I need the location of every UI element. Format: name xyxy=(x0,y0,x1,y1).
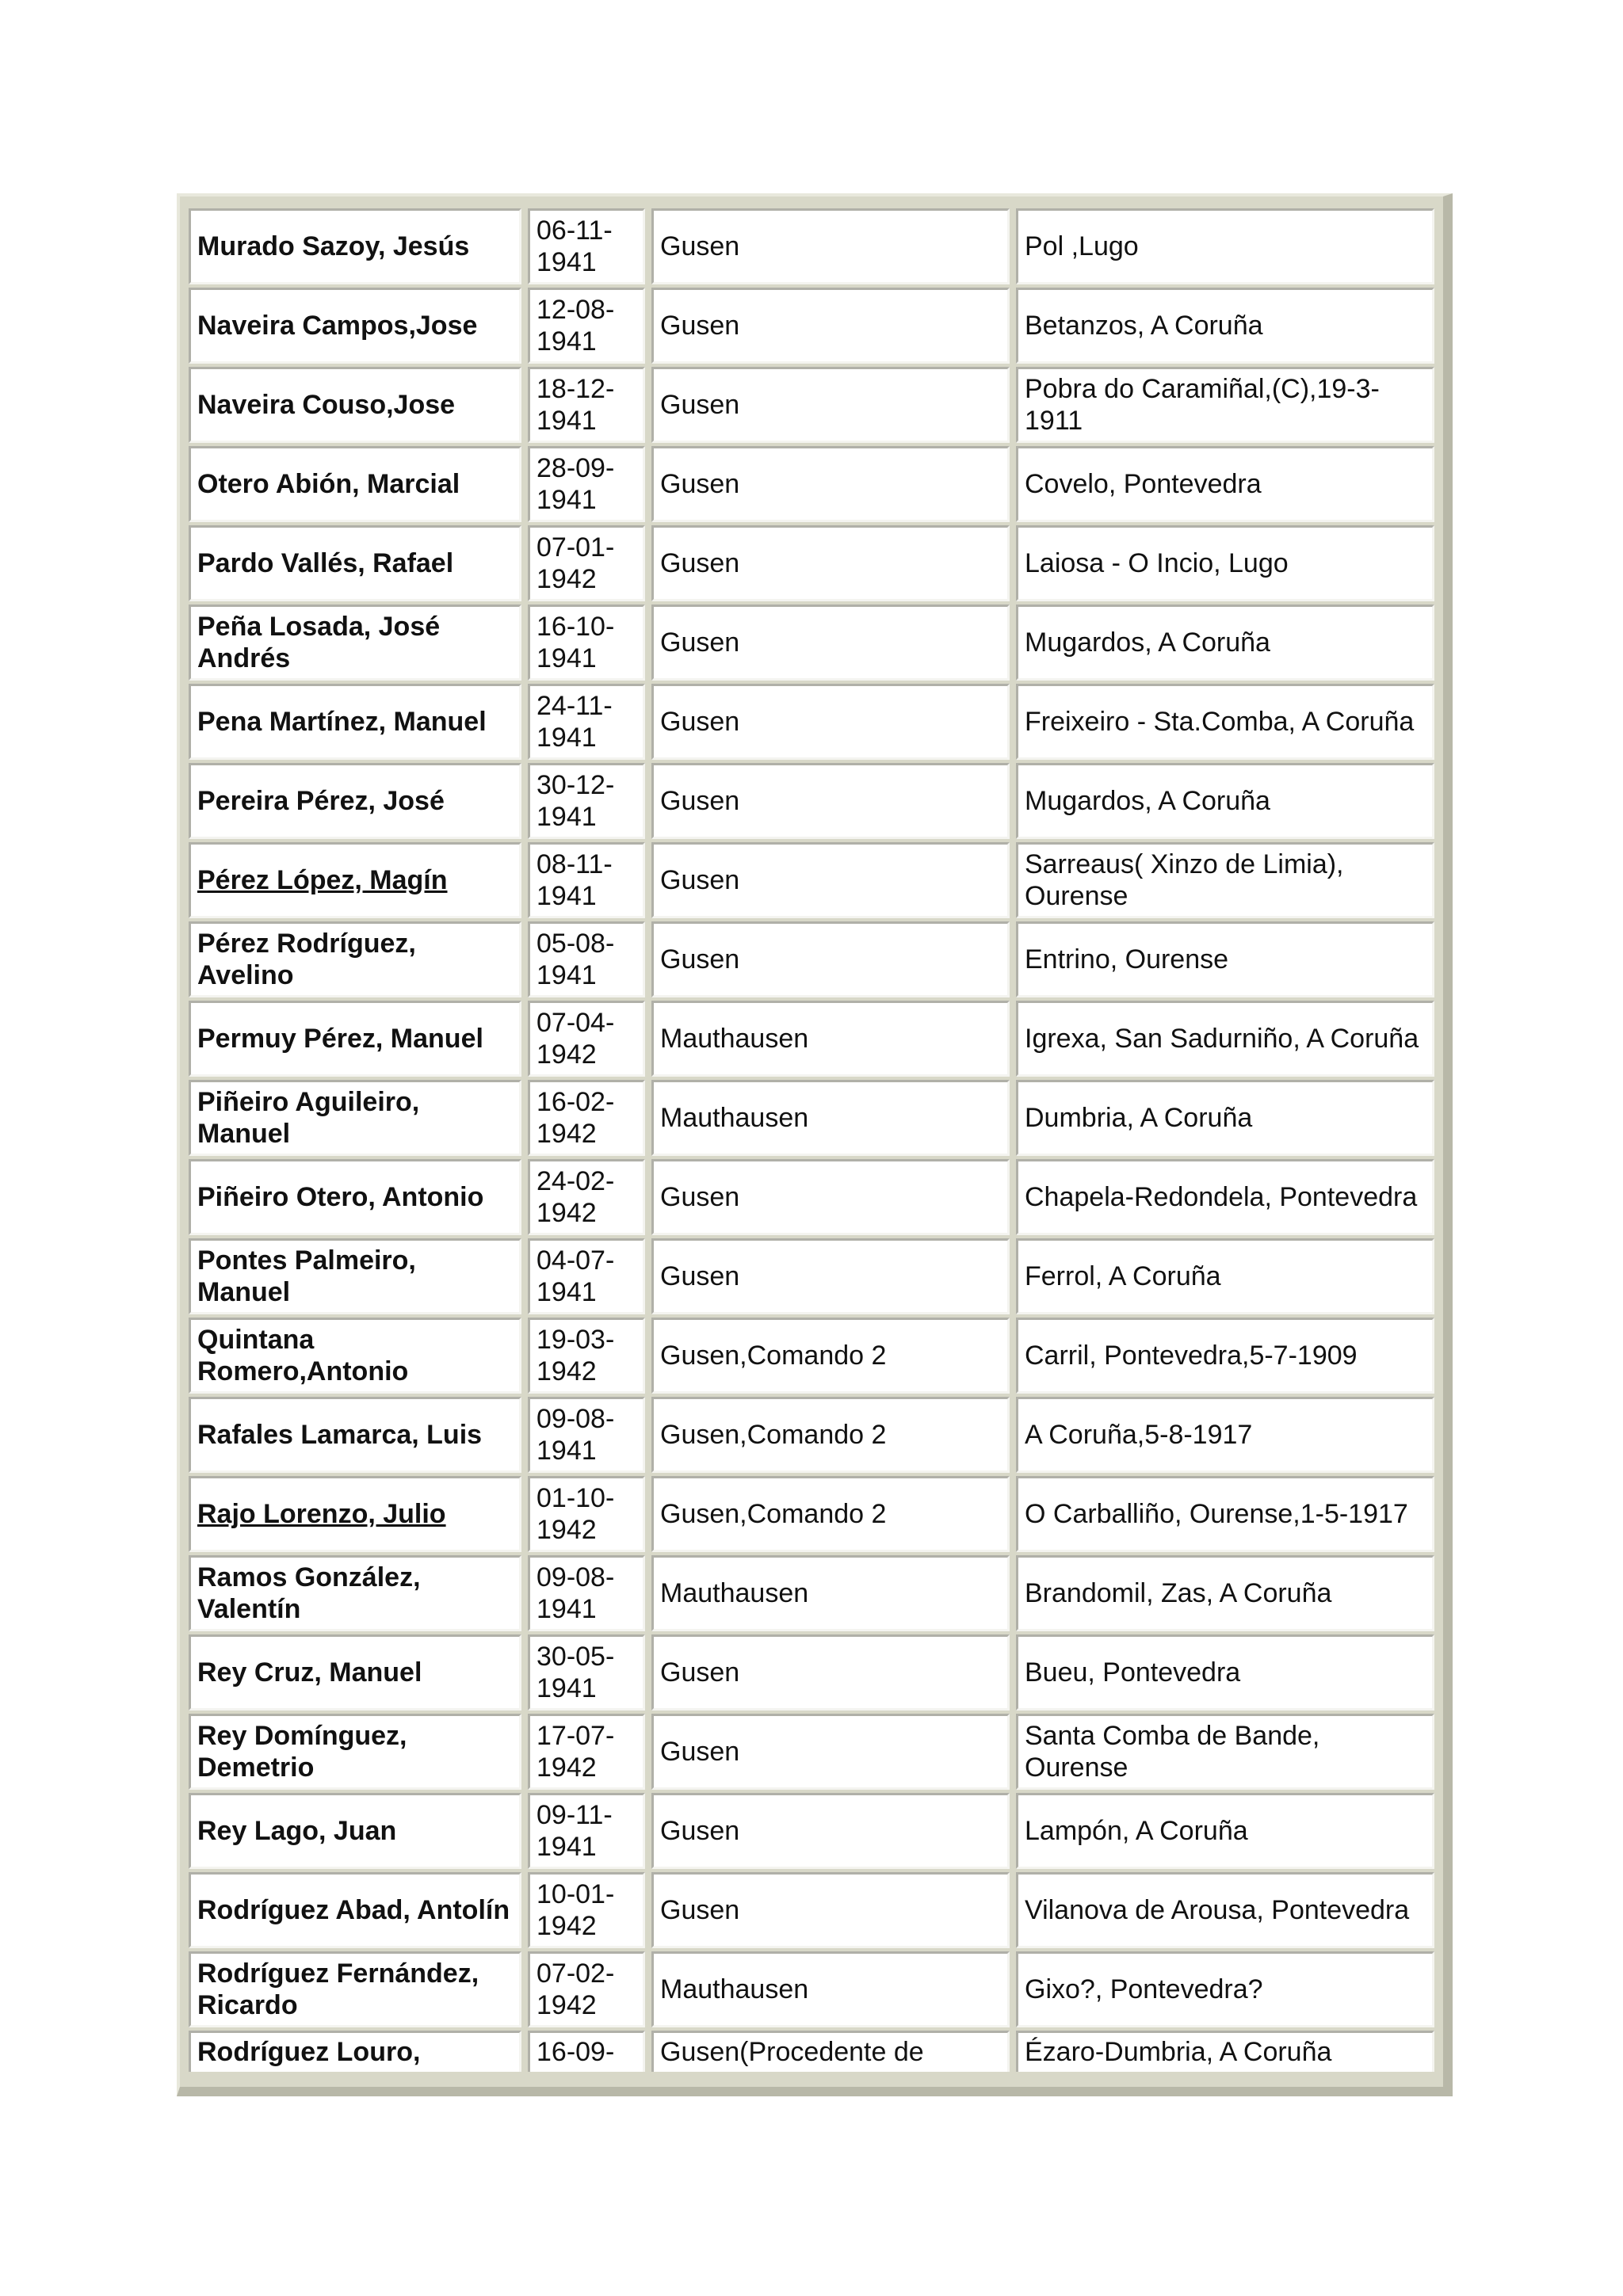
camp-cell xyxy=(651,1318,1010,1394)
date-cell-text: 24-02- 1942 xyxy=(537,1166,615,1228)
place-cell xyxy=(1016,921,1434,997)
camp-cell-text: Gusen xyxy=(660,944,740,974)
table-row xyxy=(185,1236,1445,1315)
date-cell-text: 19-03- 1942 xyxy=(537,1325,615,1386)
table-row xyxy=(185,998,1445,1077)
place-cell-text: Betanzos, A Coruña xyxy=(1025,311,1263,341)
place-cell xyxy=(1016,1555,1434,1631)
place-cell xyxy=(1016,1793,1434,1869)
place-cell xyxy=(1016,2031,1434,2072)
name-cell xyxy=(189,2031,521,2072)
name-cell-text: Rey Lago, Juan xyxy=(197,1816,397,1846)
table-row xyxy=(185,1474,1445,1553)
date-cell-text: 04-07- 1941 xyxy=(537,1245,615,1307)
camp-cell xyxy=(651,1159,1010,1235)
camp-cell xyxy=(651,684,1010,760)
date-cell-text: 09-08- 1941 xyxy=(537,1562,615,1624)
date-cell-text: 30-12- 1941 xyxy=(537,770,615,832)
name-cell-text: Otero Abión, Marcial xyxy=(197,469,460,499)
table-row xyxy=(185,1632,1445,1711)
camp-cell-text: Gusen xyxy=(660,1182,740,1212)
name-cell-text: Pontes Palmeiro, Manuel xyxy=(197,1245,416,1307)
camp-cell xyxy=(651,921,1010,997)
date-cell xyxy=(528,1159,645,1235)
name-cell-text: Ramos González, Valentín xyxy=(197,1562,421,1624)
date-cell xyxy=(528,1238,645,1314)
camp-cell-text: Mauthausen xyxy=(660,1103,809,1133)
place-cell-text: Mugardos, A Coruña xyxy=(1025,786,1270,816)
name-cell-text: Pérez Rodríguez, Avelino xyxy=(197,929,416,990)
camp-cell-text: Gusen xyxy=(660,231,740,261)
date-cell xyxy=(528,1872,645,1948)
name-cell xyxy=(189,1080,521,1156)
place-cell-text: Mugardos, A Coruña xyxy=(1025,627,1270,658)
name-cell xyxy=(189,1555,521,1631)
camp-cell xyxy=(651,288,1010,364)
place-cell xyxy=(1016,1397,1434,1473)
camp-cell xyxy=(651,367,1010,443)
name-cell xyxy=(189,1238,521,1314)
date-cell-text: 24-11- 1941 xyxy=(537,691,613,753)
name-cell-text: Naveira Campos,Jose xyxy=(197,311,478,341)
camp-cell-text: Gusen,Comando 2 xyxy=(660,1420,887,1450)
place-cell-text: A Coruña,5-8-1917 xyxy=(1025,1420,1253,1450)
table-row xyxy=(185,523,1445,602)
date-cell xyxy=(528,605,645,681)
name-cell xyxy=(189,1318,521,1394)
camp-cell-text: Gusen xyxy=(660,1895,740,1925)
date-cell-text: 06-11- 1941 xyxy=(537,215,613,277)
date-cell-text: 09-08- 1941 xyxy=(537,1404,615,1466)
place-cell-text: Laiosa - O Incio, Lugo xyxy=(1025,548,1289,578)
name-cell xyxy=(189,684,521,760)
table-row xyxy=(185,840,1445,919)
date-cell xyxy=(528,208,645,284)
camp-cell-text: Gusen xyxy=(660,1261,740,1291)
place-cell xyxy=(1016,1476,1434,1552)
date-cell xyxy=(528,921,645,997)
place-cell xyxy=(1016,1318,1434,1394)
name-cell-text: Rey Cruz, Manuel xyxy=(197,1657,422,1688)
place-cell-text: Chapela-Redondela, Pontevedra xyxy=(1025,1182,1418,1212)
date-cell-text: 07-02- 1942 xyxy=(537,1958,615,2020)
date-cell xyxy=(528,684,645,760)
date-cell xyxy=(528,1951,645,2027)
camp-cell xyxy=(651,1872,1010,1948)
place-cell xyxy=(1016,1001,1434,1077)
date-cell xyxy=(528,1001,645,1077)
date-cell xyxy=(528,1793,645,1869)
place-cell-text: O Carballiño, Ourense,1-5-1917 xyxy=(1025,1499,1408,1529)
name-cell xyxy=(189,1634,521,1711)
date-cell xyxy=(528,367,645,443)
date-cell xyxy=(528,446,645,522)
camp-cell-text: Gusen xyxy=(660,627,740,658)
camp-cell xyxy=(651,1397,1010,1473)
camp-cell xyxy=(651,1238,1010,1314)
date-cell-text: 01-10- 1942 xyxy=(537,1483,615,1545)
date-cell-text: 07-01- 1942 xyxy=(537,532,615,594)
place-cell-text: Pol ,Lugo xyxy=(1025,231,1139,261)
name-cell-text: Permuy Pérez, Manuel xyxy=(197,1024,483,1054)
place-cell xyxy=(1016,1238,1434,1314)
place-cell xyxy=(1016,288,1434,364)
name-cell xyxy=(189,763,521,839)
camp-cell xyxy=(651,1001,1010,1077)
name-cell-text: Rodríguez Abad, Antolín xyxy=(197,1895,510,1925)
name-cell-text: Rey Domínguez, Demetrio xyxy=(197,1721,407,1783)
date-cell xyxy=(528,525,645,601)
place-cell xyxy=(1016,1159,1434,1235)
camp-cell-text: Gusen xyxy=(660,1657,740,1688)
name-cell-text: Pardo Vallés, Rafael xyxy=(197,548,454,578)
date-cell-text: 16-10- 1941 xyxy=(537,612,615,673)
name-cell-text: Naveira Couso,Jose xyxy=(197,390,456,420)
date-cell xyxy=(528,1397,645,1473)
date-cell xyxy=(528,1080,645,1156)
date-cell xyxy=(528,1555,645,1631)
person-link[interactable]: Rajo Lorenzo, Julio xyxy=(197,1499,446,1529)
camp-cell-text: Gusen,Comando 2 xyxy=(660,1341,887,1371)
place-cell-text: Brandomil, Zas, A Coruña xyxy=(1025,1578,1332,1608)
place-cell-text: Igrexa, San Sadurniño, A Coruña xyxy=(1025,1024,1419,1054)
place-cell-text: Vilanova de Arousa, Pontevedra xyxy=(1025,1895,1410,1925)
deportees-table xyxy=(185,206,1445,2073)
camp-cell xyxy=(651,763,1010,839)
name-cell xyxy=(189,605,521,681)
place-cell xyxy=(1016,1951,1434,2027)
table-row xyxy=(185,1553,1445,1632)
name-cell-text: Quintana Romero,Antonio xyxy=(197,1325,409,1386)
date-cell-text: 17-07- 1942 xyxy=(537,1721,615,1783)
camp-cell xyxy=(651,208,1010,284)
name-cell xyxy=(189,1872,521,1948)
camp-cell xyxy=(651,1080,1010,1156)
table-row xyxy=(185,364,1445,444)
name-cell xyxy=(189,367,521,443)
camp-cell-text: Gusen xyxy=(660,786,740,816)
table-row xyxy=(185,1394,1445,1474)
table-row xyxy=(185,602,1445,681)
name-cell xyxy=(189,1397,521,1473)
table-row xyxy=(185,444,1445,523)
camp-cell xyxy=(651,446,1010,522)
camp-cell-text: Gusen,Comando 2 xyxy=(660,1499,887,1529)
table-row xyxy=(185,1791,1445,1870)
table-row xyxy=(185,1949,1445,2028)
table-row xyxy=(185,1315,1445,1394)
date-cell xyxy=(528,842,645,918)
place-cell-text: Carril, Pontevedra,5-7-1909 xyxy=(1025,1341,1358,1371)
name-cell-text: Peña Losada, José Andrés xyxy=(197,612,441,673)
place-cell-text: Ferrol, A Coruña xyxy=(1025,1261,1221,1291)
date-cell-text: 16-09- xyxy=(537,2037,615,2067)
place-cell-text: Santa Comba de Bande, Ourense xyxy=(1025,1721,1320,1783)
camp-cell-text: Gusen xyxy=(660,1816,740,1846)
camp-cell xyxy=(651,1555,1010,1631)
place-cell xyxy=(1016,605,1434,681)
name-cell xyxy=(189,921,521,997)
place-cell-text: Ézaro-Dumbria, A Coruña xyxy=(1025,2037,1332,2067)
camp-cell-text: Gusen xyxy=(660,865,740,895)
place-cell xyxy=(1016,1872,1434,1948)
camp-cell-text: Gusen xyxy=(660,548,740,578)
table-row xyxy=(185,1157,1445,1236)
camp-cell-text: Mauthausen xyxy=(660,1578,809,1608)
place-cell-text: Pobra do Caramiñal,(C),19-3- 1911 xyxy=(1025,374,1380,436)
camp-cell xyxy=(651,605,1010,681)
date-cell-text: 18-12- 1941 xyxy=(537,374,615,436)
date-cell-text: 08-11- 1941 xyxy=(537,849,613,911)
date-cell xyxy=(528,1714,645,1790)
date-cell xyxy=(528,1634,645,1711)
camp-cell-text: Gusen xyxy=(660,390,740,420)
table-row xyxy=(185,919,1445,998)
name-cell xyxy=(189,446,521,522)
camp-cell-text: Gusen xyxy=(660,469,740,499)
camp-cell-text: Gusen xyxy=(660,311,740,341)
camp-cell-text: Gusen xyxy=(660,707,740,737)
date-cell-text: 09-11- 1941 xyxy=(537,1800,613,1862)
name-cell xyxy=(189,288,521,364)
place-cell xyxy=(1016,763,1434,839)
name-cell xyxy=(189,208,521,284)
place-cell xyxy=(1016,208,1434,284)
name-cell-text: Piñeiro Otero, Antonio xyxy=(197,1182,484,1212)
date-cell-text: 10-01- 1942 xyxy=(537,1879,615,1941)
name-cell-text: Rafales Lamarca, Luis xyxy=(197,1420,483,1450)
camp-cell xyxy=(651,1476,1010,1552)
name-cell xyxy=(189,1159,521,1235)
place-cell-text: Freixeiro - Sta.Comba, A Coruña xyxy=(1025,707,1415,737)
camp-cell xyxy=(651,1714,1010,1790)
date-cell-text: 16-02- 1942 xyxy=(537,1087,615,1149)
person-link[interactable]: Pérez López, Magín xyxy=(197,865,448,895)
camp-cell-text: Mauthausen xyxy=(660,1974,809,2004)
table-row xyxy=(185,1077,1445,1157)
name-cell-text: Pena Martínez, Manuel xyxy=(197,707,487,737)
place-cell xyxy=(1016,1080,1434,1156)
place-cell xyxy=(1016,1714,1434,1790)
date-cell-text: 30-05- 1941 xyxy=(537,1642,615,1703)
camp-cell-text: Mauthausen xyxy=(660,1024,809,1054)
camp-cell xyxy=(651,842,1010,918)
table-row xyxy=(185,681,1445,761)
camp-cell xyxy=(651,1951,1010,2027)
name-cell xyxy=(189,1714,521,1790)
camp-cell-text: Gusen xyxy=(660,1737,740,1767)
date-cell xyxy=(528,288,645,364)
date-cell xyxy=(528,1476,645,1552)
place-cell xyxy=(1016,525,1434,601)
date-cell-text: 12-08- 1941 xyxy=(537,295,615,357)
place-cell-text: Covelo, Pontevedra xyxy=(1025,469,1262,499)
name-cell[interactable] xyxy=(189,842,521,918)
place-cell xyxy=(1016,684,1434,760)
date-cell xyxy=(528,763,645,839)
date-cell-text: 05-08- 1941 xyxy=(537,929,615,990)
table-row xyxy=(185,1870,1445,1949)
name-cell[interactable] xyxy=(189,1476,521,1552)
date-cell xyxy=(528,1318,645,1394)
name-cell-text: Rodríguez Louro, xyxy=(197,2037,421,2067)
place-cell xyxy=(1016,446,1434,522)
table-row xyxy=(185,285,1445,364)
camp-cell xyxy=(651,525,1010,601)
place-cell-text: Dumbria, A Coruña xyxy=(1025,1103,1253,1133)
camp-cell xyxy=(651,2031,1010,2072)
name-cell-text: Pereira Pérez, José xyxy=(197,786,445,816)
camp-cell-text: Gusen(Procedente de xyxy=(660,2037,924,2067)
name-cell xyxy=(189,1793,521,1869)
name-cell-text: Piñeiro Aguileiro, Manuel xyxy=(197,1087,420,1149)
table-row xyxy=(185,206,1445,285)
place-cell-text: Lampón, A Coruña xyxy=(1025,1816,1248,1846)
place-cell xyxy=(1016,1634,1434,1711)
name-cell-text: Murado Sazoy, Jesús xyxy=(197,231,470,261)
place-cell-text: Bueu, Pontevedra xyxy=(1025,1657,1241,1688)
place-cell-text: Gixo?, Pontevedra? xyxy=(1025,1974,1263,2004)
table-row xyxy=(185,761,1445,840)
name-cell xyxy=(189,525,521,601)
camp-cell xyxy=(651,1634,1010,1711)
table-row xyxy=(185,2028,1445,2073)
camp-cell xyxy=(651,1793,1010,1869)
date-cell-text: 07-04- 1942 xyxy=(537,1008,615,1070)
name-cell xyxy=(189,1951,521,2027)
place-cell-text: Sarreaus( Xinzo de Limia), Ourense xyxy=(1025,849,1344,911)
place-cell xyxy=(1016,367,1434,443)
name-cell xyxy=(189,1001,521,1077)
date-cell-text: 28-09- 1941 xyxy=(537,453,615,515)
table-row xyxy=(185,1711,1445,1791)
name-cell-text: Rodríguez Fernández, Ricardo xyxy=(197,1958,479,2020)
place-cell-text: Entrino, Ourense xyxy=(1025,944,1229,974)
place-cell xyxy=(1016,842,1434,918)
date-cell xyxy=(528,2031,645,2072)
